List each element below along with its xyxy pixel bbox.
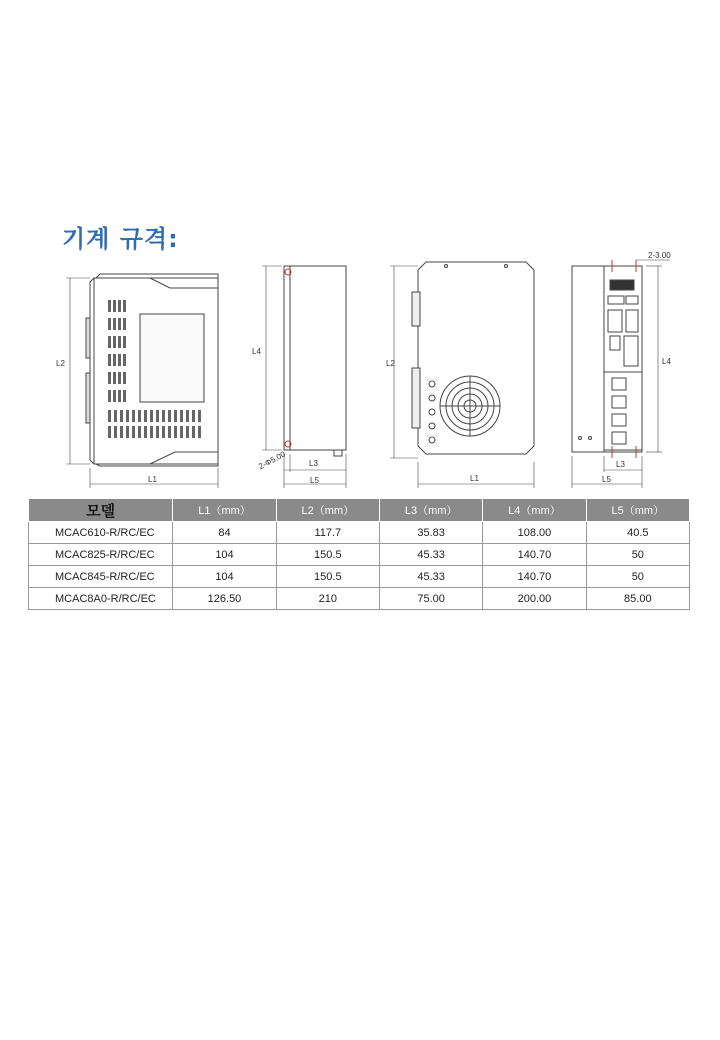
header-l3: L3（mm）	[379, 499, 482, 522]
front-view-drawing	[66, 274, 218, 488]
connector-view-drawing	[572, 260, 670, 488]
cell-l4: 200.00	[483, 588, 586, 610]
cell-l2: 117.7	[276, 522, 379, 544]
cell-l2: 210	[276, 588, 379, 610]
cell-l5: 85.00	[586, 588, 689, 610]
header-l5: L5（mm）	[586, 499, 689, 522]
table-header-row	[29, 499, 690, 522]
cell-l5: 50	[586, 566, 689, 588]
cell-l4: 140.70	[483, 544, 586, 566]
l5-label-side: L5	[310, 476, 319, 485]
cell-l3: 45.33	[379, 566, 482, 588]
table-row	[29, 522, 690, 544]
cell-l4: 140.70	[483, 566, 586, 588]
cell-l3: 45.33	[379, 544, 482, 566]
cell-l3: 35.83	[379, 522, 482, 544]
header-l2: L2（mm）	[276, 499, 379, 522]
cell-l5: 50	[586, 544, 689, 566]
l1-label-back: L1	[470, 474, 479, 483]
cell-model: MCAC845-R/RC/EC	[29, 566, 173, 588]
cell-l5: 40.5	[586, 522, 689, 544]
l3-label-side: L3	[309, 459, 318, 468]
l4-label-connector: L4	[662, 357, 671, 366]
mechanical-drawings	[0, 248, 720, 492]
hole-label-side: 2-Φ5.00	[257, 449, 287, 472]
cell-l3: 75.00	[379, 588, 482, 610]
header-l4: L4（mm）	[483, 499, 586, 522]
cell-l1: 104	[173, 544, 276, 566]
table-row	[29, 544, 690, 566]
l3-label-connector: L3	[616, 460, 625, 469]
section-title: 기계 규격:	[62, 225, 179, 253]
header-model: 모델	[29, 499, 173, 522]
l4-label-side: L4	[252, 347, 261, 356]
screw-label: 2-3.00	[648, 251, 671, 260]
cell-l1: 104	[173, 566, 276, 588]
cell-l2: 150.5	[276, 544, 379, 566]
cell-model: MCAC8A0-R/RC/EC	[29, 588, 173, 610]
l5-label-connector: L5	[602, 475, 611, 484]
header-l1: L1（mm）	[173, 499, 276, 522]
table-row	[29, 588, 690, 610]
cell-model: MCAC825-R/RC/EC	[29, 544, 173, 566]
cell-model: MCAC610-R/RC/EC	[29, 522, 173, 544]
l2-label-front: L2	[56, 359, 65, 368]
table-row	[29, 566, 690, 588]
cell-l1: 84	[173, 522, 276, 544]
l2-label-back: L2	[386, 359, 395, 368]
cell-l2: 150.5	[276, 566, 379, 588]
l1-label-front: L1	[148, 475, 157, 484]
cell-l4: 108.00	[483, 522, 586, 544]
dimensions-table	[28, 498, 690, 610]
cell-l1: 126.50	[173, 588, 276, 610]
back-view-drawing	[390, 262, 534, 488]
